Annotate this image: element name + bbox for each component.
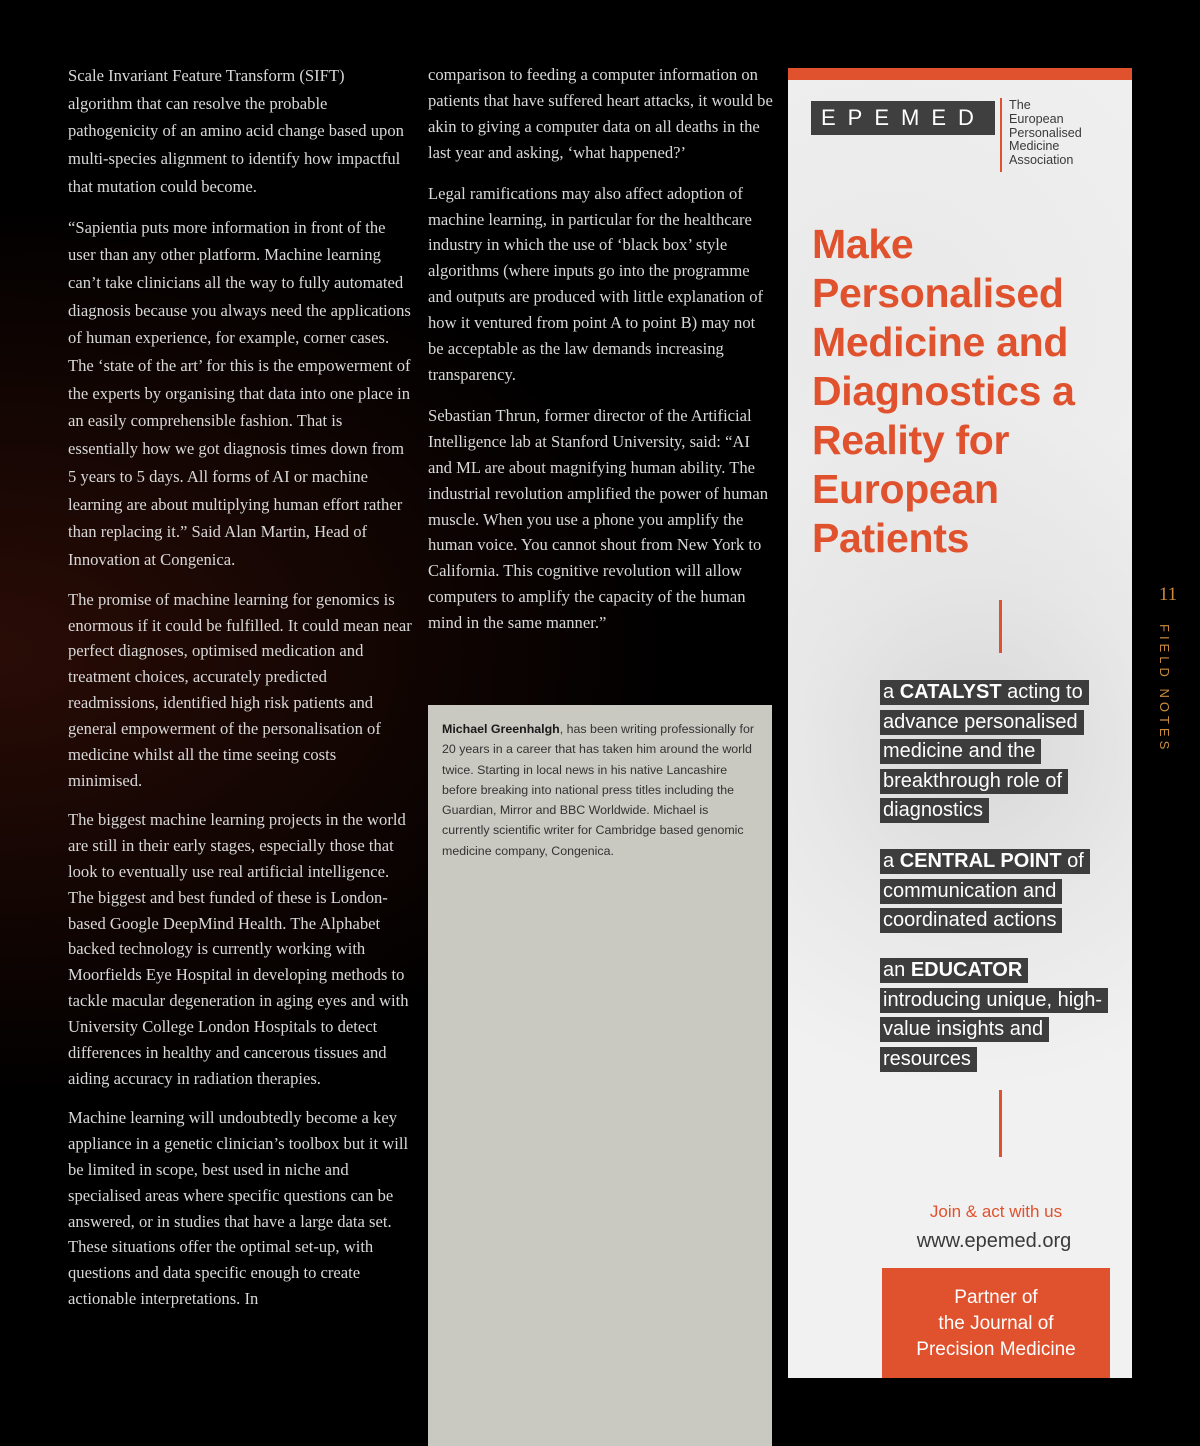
author-bio-box [428,705,772,1446]
partner-line: the Journal of [938,1313,1054,1334]
logo-subtitle-line: Personalised [1009,125,1082,140]
author-name: Michael Greenhalgh [442,722,560,736]
partner-line: Partner of [954,1287,1038,1308]
feature-keyword: CENTRAL POINT [899,850,1062,872]
article-column-2 [428,62,773,651]
epemed-advertisement [788,68,1132,1378]
feature-keyword: CATALYST [899,681,1002,703]
logo-subtitle-line: Medicine [1009,139,1060,154]
feature-catalyst [880,678,1120,826]
feature-text: of communication and coordinated actions [883,850,1084,932]
logo-subtitle-line: European [1009,111,1064,126]
paragraph: Legal ramifications may also affect adoption of machine learning, in particular for the healthcare industry in which the use of ‘black box’ style algorithms (where inputs go into the programme and outputs are produced with little explanation of how it ventured from point A to point B) may not be acceptable as the law demands increasing transparency. [428,183,764,384]
ad-headline: Make Personalised Medicine and Diagnostics a Reality for European Patients [812,221,1075,561]
logo-divider [1000,98,1002,172]
epemed-url[interactable]: www.epemed.org [916,1230,1072,1252]
partner-badge [882,1268,1110,1378]
paragraph: comparison to feeding a computer information on patients that have suffered heart attacks, it would be akin to giving a computer data on all deaths in the last year and asking, ‘what happened?’ [428,65,773,162]
paragraph: The biggest machine learning projects in the world are still in their early stages, especially those that look to eventually use real artificial intelligence. The biggest and best funded of these is London-based Google DeepMind Health. The Alphabet backed technology is currently working with Moorfields Eye Hospital in developing methods to tackle macular degeneration in aging eyes and with University College London Hospitals to detect differences in healthy and cancerous tissues and aiding accuracy in radiation therapies. [68,809,409,1088]
paragraph: Scale Invariant Feature Transform (SIFT) algorithm that can resolve the probable pathogenicity of an amino acid change based upon multi-species alignment to identify how impactful that mutation could become. [68,66,404,196]
feature-prefix: a [883,850,900,872]
feature-central-point [880,847,1120,936]
paragraph: Sebastian Thrun, former director of the Artificial Intelligence lab at Stanford University, said: “AI and ML are about magnifying human ability. The industrial revolution amplified the power of human muscle. When you use a phone you amplify the human voice. You cannot shout from New York to California. This cognitive revolution will allow computers to amplify the capacity of the human mind in the same manner.” [428,405,769,633]
feature-educator [880,956,1120,1074]
partner-line: Precision Medicine [916,1339,1076,1360]
divider-line [999,1090,1002,1157]
epemed-logo: EPEMED [811,101,995,135]
author-bio-text: , has been writing professionally for 20 years in a career that has taken him around the world twice. Starting in local news in his native Lancashire before breaking into national press titles including the Guardian, Mirror and BBC Worldwide. Michael is currently scientific writer for Cambridge based genomic medicine company, Congenica. [442,722,754,858]
paragraph: “Sapientia puts more information in front of the user than any other platform. Machine learning can’t take clinicians all the way to fully automated diagnosis because you always need the applications of human experience, for example, corner cases. The ‘state of the art’ for this is the empowerment of the experts by organising that data into one place in an easily comprehensible fashion. That is essentially how we got diagnosis times down from 5 years to 5 days. All forms of AI or machine learning are about multiplying human effort rather than replacing it.” Said Alan Martin, Head of Innovation at Congenica. [68,217,411,569]
logo-subtitle-line: The [1009,98,1031,112]
feature-text: introducing unique, high-value insights and resources [883,988,1103,1070]
feature-prefix: a [883,681,900,703]
paragraph: The promise of machine learning for genomics is enormous if it could be fulfilled. It could mean near perfect diagnoses, optimised medication and treatment choices, accurately predicted readmissions, identified high risk patients and general empowerment of the personalisation of medicine whilst all the time seeing costs minimised. [68,589,412,790]
feature-prefix: an [883,959,911,981]
join-text: Join & act with us [929,1202,1063,1221]
section-label: FIELD NOTES [1157,624,1172,754]
feature-text: acting to advance personalised medicine and the breakthrough role of diagnostics [883,681,1083,822]
feature-keyword: EDUCATOR [910,959,1023,981]
divider-line [999,600,1002,653]
page-number: 11 [1158,584,1178,605]
ad-top-bar [788,68,1132,80]
logo-subtitle-line: Association [1009,153,1074,168]
paragraph: Machine learning will undoubtedly become a key appliance in a genetic clinician’s toolbox but it will be limited in scope, best used in niche and specialised areas where specific questions can be answered, or in studies that have a large data set. These situations offer the optimal set-up, with questions and data specific enough to create actionable interpretations. In [68,1107,409,1309]
logo-subtitle [1009,99,1129,168]
article-column-1 [68,62,413,1325]
